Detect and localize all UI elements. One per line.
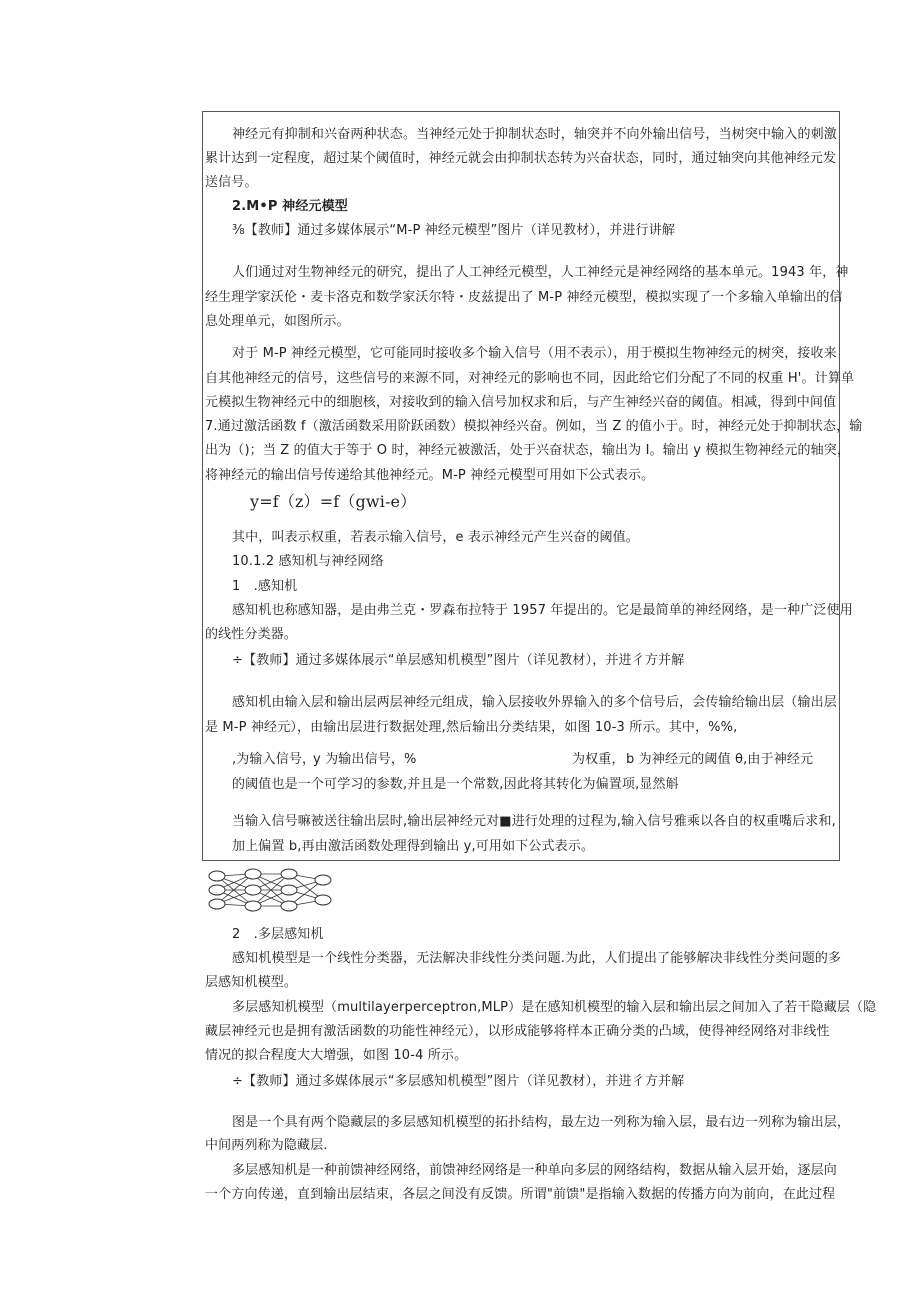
text-line: 将神经元的输出信号传递给其他神经元。M-P 神经元模型可用如下公式表示。 [205,468,655,483]
text-line: 中间两列称为隐藏层. [205,1138,328,1153]
text-line: 的线性分类器。 [205,627,298,642]
text-line: 层感知机模型。 [205,975,298,990]
text-line: 神经元有抑制和兴奋两种状态。当神经元处于抑制状态时，轴突并不向外输出信号，当树突中输入的刺激 [232,127,837,142]
text-line: 自其他神经元的信号，这些信号的来源不同，对神经元的影响也不同，因此给它们分配了不同的权重 H'。计算单 [205,371,855,386]
text-line: 情况的拟合程度大大增强，如图 10-4 所示。 [205,1048,468,1063]
item-heading: 1 .感知机 [232,579,298,594]
text-line: 息处理单元，如图所示。 [205,314,350,329]
text-line: 经生理学家沃伦・麦卡洛克和数学家沃尔特・皮兹提出了 M-P 神经元模型，模拟实现了一个多输入单输出的信 [205,290,843,305]
section-heading: 2.M•P 神经元模型 [232,199,348,214]
text-line: 加上偏置 b,再由激活函数处理得到输出 y,可用如下公式表示。 [232,839,595,854]
text-line: 送信号。 [205,175,258,190]
network-diagram [205,866,335,914]
node [245,869,261,879]
text-fragment: ,为输入信号， [232,752,316,767]
node [315,875,331,885]
node [315,895,331,905]
node [281,885,297,895]
text-line: 累计达到一定程度，超过某个阈值时，神经元就会由抑制状态转为兴奋状态，同时，通过轴突向其他神经元发 [205,151,837,166]
node [245,885,261,895]
text-line: 感知机由输入层和输出层两层神经元组成，输入层接收外界输入的多个信号后，会传输给输出层（输出层 [232,695,837,710]
text-line: 一个方向传递，直到输出层结束，各层之间没有反馈。所谓"前馈"是指输入数据的传播方向为前向，在此过程 [205,1187,836,1202]
text-line: 元模拟生物神经元中的细胞核，对接收到的输入信号加权求和后，与产生神经兴奋的阈值。相减，得到中间值 [205,395,837,410]
text-line: 感知机模型是一个线性分类器，无法解决非线性分类问题.为此，人们提出了能够解决非线性分类问题的多 [232,951,842,966]
text-line: 出为（)；当 Z 的值大于等于 O 时，神经元被激活，处于兴奋状态，输出为 I。输出 y 模拟生物神经元的轴突， [205,443,851,458]
text-line: 对于 M-P 神经元模型，它可能同时接收多个输入信号（用不表示），用于模拟生物神经元的树突，接收来 [232,346,837,361]
teacher-note: ÷【教师】通过多媒体展示“单层感知机模型”图片（详见教材），并进彳方并解 [232,653,685,668]
text-line: 的阈值也是一个可学习的参数,并且是一个常数,因此将其转化为偏置项,显然斛 [232,777,679,792]
text-fragment: b 为神经元的阈值 θ,由于神经元 [626,752,814,767]
text-fragment: 为权重， [572,752,625,767]
text-line: 是 M-P 神经元），由输出层进行数据处理,然后输出分类结果，如图 10-3 所示。其中，%%, [205,720,738,735]
node [281,901,297,911]
node [209,885,225,895]
text-line: 人们通过对生物神经元的研究，提出了人工神经元模型，人工神经元是神经网络的基本单元。1943 年，神 [232,265,849,280]
text-line: 多层感知机是一种前馈神经网络，前馈神经网络是一种单向多层的网络结构，数据从输入层开始，逐层向 [232,1163,837,1178]
text-line: 图是一个具有两个隐藏层的多层感知机模型的拓扑结构，最左边一列称为输入层，最右边一列称为输出层， [232,1115,851,1130]
node [209,871,225,881]
text-line: 感知机也称感知器，是由弗兰克・罗森布拉特于 1957 年提出的。它是最简单的神经网络，是一种广泛使用 [232,603,853,618]
text-line: 藏层神经元也是拥有激活函数的功能性神经元），以形成能够将样本正确分类的凸域，使得神经网络对非线性 [205,1024,830,1039]
text-line: 其中，叫表示权重，若表示输入信号，e 表示神经元产生兴奋的阈值。 [232,530,639,545]
text-line: 多层感知机模型（multilayerperceptron,MLP）是在感知机模型的输入层和输出层之间加入了若干隐藏层（隐 [232,1000,877,1015]
node [281,869,297,879]
text-fragment: y 为输出信号，% [313,752,417,767]
teacher-note: ⅜【教师】通过多媒体展示“M-P 神经元模型”图片（详见教材），并进行讲解 [232,223,675,238]
text-line: 当输入信号嘛被送往输出层时,输出层神经元对■进行处理的过程为,输入信号雅乘以各自的权重嘴后求和, [232,814,836,829]
text-line: 7.通过激活函数 f（激活函数采用阶跃函数）模拟神经兴奋。例如，当 Z 的值小于。时，神经元处于抑制状态，输 [205,419,863,434]
node [245,901,261,911]
formula-mp: y=f（z）=f（gwi-e） [250,492,417,511]
teacher-note: ÷【教师】通过多媒体展示“多层感知机模型”图片（详见教材），并进彳方并解 [232,1074,685,1089]
node [209,899,225,909]
subsection-heading: 10.1.2 感知机与神经网络 [232,554,384,569]
item-heading: 2 .多层感知机 [232,927,324,942]
